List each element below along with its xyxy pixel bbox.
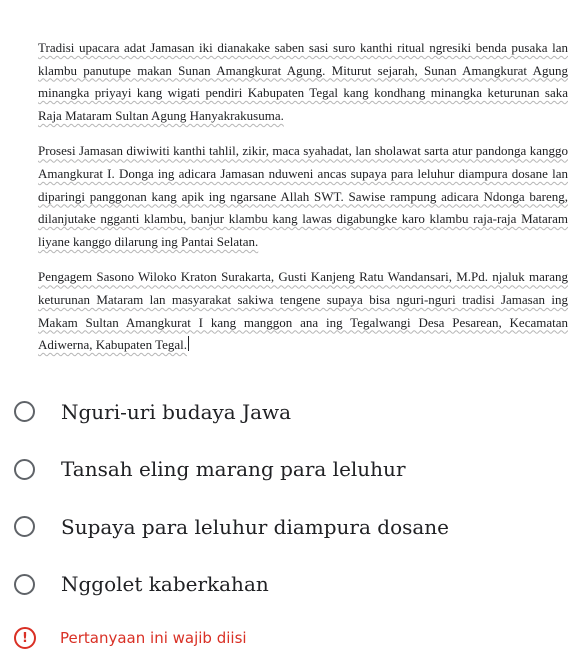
option-3-label: Supaya para leluhur diampura dosane — [61, 514, 450, 539]
required-error — [14, 627, 247, 649]
radio-button-option-2[interactable] — [14, 459, 35, 480]
question-paragraph-1: Tradisi upacara adat Jamasan iki dianakake saben sasi suro kanthi ritual ngresiki benda pusaka lan klambu panutupe makan Sunan Amangkurat Agung. Miturut sejarah, Sunan Amangkurat Agung minangka priyayi kang wigati pendiri Kabupaten Tegal kang kondhang minangka keturunan saka Raja Mataram Sultan Agung Hanyakrakusuma. — [38, 40, 568, 123]
option-2-label: Tansah eling marang para leluhur — [61, 457, 406, 482]
question-text — [38, 37, 568, 370]
alert-circle-icon: ! — [14, 627, 36, 649]
radio-button-option-1[interactable] — [14, 401, 35, 422]
text-cursor — [188, 336, 189, 351]
question-paragraph-2: Prosesi Jamasan diwiwiti kanthi tahlil, zikir, maca syahadat, lan sholawat sarta atur pandonga kanggo Amangkurat I. Donga ing adicara Jamasan nduweni ancas supaya para leluhur diampura dosane lan diparingi panggonan kang apik ing ngarsane Allah SWT. Sawise rampung adicara Ndonga bareng, dilanjutake ngganti klambu, banjur klambu kang lawas digabungke karo klambu raja-raja Mataram liyane kanggo dilarung ing Pantai Selatan. — [38, 143, 568, 249]
option-1[interactable] — [14, 383, 574, 441]
question-paragraph-3 — [38, 266, 568, 356]
question-paragraph-3-text: Pengagem Sasono Wiloko Kraton Surakarta, Gusti Kanjeng Ratu Wandansari, M.Pd. njaluk marang keturunan Mataram lan masyarakat sakiwa tengene supaya bisa nguri-nguri tradisi Jamasan ing Makam Sultan Amangkurat I kang manggon ana ing Tegalwangi Desa Pesarean, Kecamatan Adiwerna, Kabupaten Tegal. — [38, 269, 568, 353]
option-1-label: Nguri-uri budaya Jawa — [61, 399, 292, 424]
option-3[interactable] — [14, 498, 574, 556]
option-4[interactable] — [14, 556, 574, 614]
radio-button-option-3[interactable] — [14, 516, 35, 537]
required-error-message: Pertanyaan ini wajib diisi — [60, 629, 247, 647]
radio-button-option-4[interactable] — [14, 574, 35, 595]
answer-options — [14, 383, 574, 613]
option-4-label: Nggolet kaberkahan — [61, 572, 269, 597]
option-2[interactable] — [14, 441, 574, 499]
